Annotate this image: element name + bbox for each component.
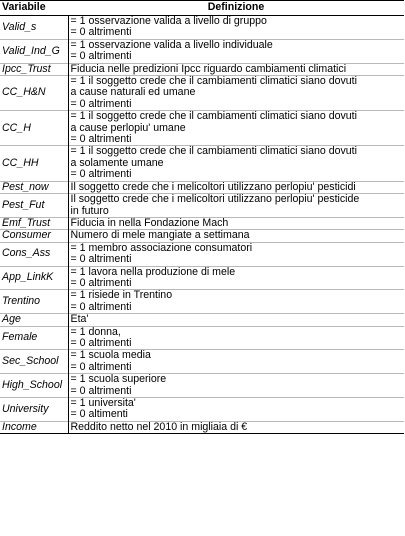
definition-line: Il soggetto crede che i melicoltori utilizzano perlopiu' pesticidi [70,180,356,193]
definition-line: = 0 altrimenti [70,133,132,146]
variable-definition [68,16,404,40]
variable-name: Income [2,420,37,433]
variable-name: CC_H&N [2,86,46,99]
variable-definition [68,76,404,111]
variable-name: University [2,402,49,415]
variable-name: Valid_s [2,20,37,33]
table-row [0,266,404,290]
table-row [0,63,404,75]
table-row [0,374,404,398]
table-row [0,290,404,314]
definition-line: = 0 altrimenti [70,26,132,39]
definition-line: = 0 altrimenti [70,336,132,349]
variable-definition [68,146,404,181]
definition-line: Fiducia nelle predizioni Ipcc riguardo cambiamenti climatici [70,62,347,75]
variable-name: Age [2,313,21,326]
variable-definition [68,217,404,229]
variable-definition [68,194,404,218]
definition-line: = 0 altrimenti [70,168,132,181]
variable-name: CC_H [2,121,31,134]
variable-name: Emf_Trust [2,216,51,229]
variable-name: Trentino [2,295,41,308]
variable-definition [68,421,404,433]
table-row [0,326,404,350]
table-row [0,111,404,146]
table-row [0,242,404,266]
variable-name: CC_HH [2,156,39,169]
table-row [0,39,404,63]
definition-line: = 1 lavora nella produzione di mele [70,265,236,278]
definition-line: a cause perlopiu' umane [70,121,186,134]
definition-line: Fiducia in nella Fondazione Mach [70,216,229,229]
variable-name: Valid_Ind_G [2,44,60,57]
variable-definition [68,242,404,266]
table-row [0,194,404,218]
variable-name: Pest_Fut [2,198,45,211]
variable-definition [68,39,404,63]
variable-definition [68,181,404,193]
table-row [0,350,404,374]
definition-line: = 1 membro associazione consumatori [70,241,253,254]
variable-name: Sec_School [2,355,59,368]
variable-definition [68,326,404,350]
variable-definition [68,266,404,290]
definition-line: = 0 altrimenti [70,97,132,110]
definition-line: = 1 osservazione valida a livello di gruppo [70,15,267,27]
definition-line: = 1 il soggetto crede che il cambiamenti climatici siano dovuti [70,75,357,88]
variable-definition [68,63,404,75]
definition-line: = 1 scuola media [70,349,151,362]
definition-line: = 1 risiede in Trentino [70,289,173,302]
variable-definition [68,111,404,146]
definition-line: Reddito netto nel 2010 in migliaia di € [70,420,248,433]
variable-definition [68,374,404,398]
table-row [0,217,404,229]
header-row [0,0,404,16]
definition-line: = 0 altrimenti [70,253,132,266]
definition-line: = 1 osservazione valida a livello individuale [70,38,273,51]
variable-name: Female [2,331,38,344]
definition-line: = 0 altrimenti [70,384,132,397]
table-row [0,314,404,326]
table-row [0,421,404,433]
variable-definition [68,230,404,242]
variable-name: Ipcc_Trust [2,62,51,75]
definition-line: = 0 altrimenti [70,50,132,63]
variable-name: High_School [2,378,63,391]
definition-line: Numero di mele mangiate a settimana [70,229,250,242]
header-definition: Definizione [68,0,404,16]
table-body [0,16,404,434]
definition-line: Il soggetto crede che i melicoltori utilizzano perlopiu' pesticide [70,193,360,206]
table-row [0,181,404,193]
definition-line: Eta' [70,313,89,326]
table-top-rule [0,0,404,1]
definition-line: = 0 altrimenti [70,300,132,313]
variable-definition [68,398,404,422]
table-row [0,76,404,111]
definition-line: a cause naturali ed umane [70,86,196,99]
definition-line: = 0 altrimenti [70,276,132,289]
definition-line: = 1 il soggetto crede che il cambiamenti climatici siano dovuti [70,145,357,158]
variable-definition [68,290,404,314]
table-row [0,230,404,242]
variable-name: App_LinkK [2,271,54,284]
definition-line: = 1 scuola superiore [70,373,167,386]
header-variable: Variabile [0,0,68,16]
table-header [0,0,404,16]
variable-name: Cons_Ass [2,247,51,260]
variable-definition [68,314,404,326]
definition-line: = 0 altimenti [70,408,128,421]
variable-name: Pest_now [2,180,49,193]
table-row [0,16,404,40]
definition-line: = 1 universita' [70,397,136,409]
definition-line: in futuro [70,204,109,217]
variable-name: Consumer [2,229,51,242]
table-row [0,146,404,181]
definition-line: = 0 altrimenti [70,360,132,373]
definition-line: = 1 il soggetto crede che il cambiamenti climatici siano dovuti [70,110,357,123]
table-row [0,398,404,422]
definition-line: a solamente umane [70,156,164,169]
definition-line: = 1 donna, [70,325,121,338]
variable-definition [68,350,404,374]
